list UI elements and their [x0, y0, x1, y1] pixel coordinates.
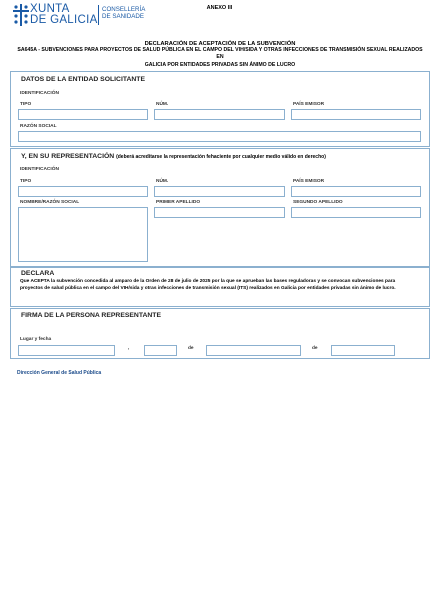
firma-de1-label: de	[188, 346, 194, 351]
firma-mes-field[interactable]	[206, 345, 301, 356]
representacion-title-text: Y, EN SU REPRESENTACIÓN	[21, 153, 115, 160]
subtitle-line2: GALICIA POR ENTIDADES PRIVADAS SIN ÁNIMO DE LUCRO	[144, 61, 296, 68]
firma-section-title: FIRMA DE LA PERSONA REPRESENTANTE	[21, 312, 161, 319]
document-title: DECLARACIÓN DE ACEPTACIÓN DE LA SUBVENCIÓN	[144, 41, 296, 47]
firma-de2-label: de	[312, 346, 318, 351]
rep-primer-apellido-field[interactable]	[154, 207, 285, 218]
rep-identificacion-label: IDENTIFICACIÓN	[20, 167, 59, 172]
logo-dept-line2: DE SANIDADE	[102, 13, 144, 20]
firma-lugar-fecha-label: Lugar y fecha	[20, 337, 52, 342]
declara-text-line1: Que ACEPTA la subvención concedida al amparo de la Orden de 28 de julio de 2025 por la que se aprueban las bases reguladoras y se convocan subvenciones para	[20, 279, 396, 284]
entidad-num-field[interactable]	[154, 109, 285, 120]
document-subtitle	[14, 47, 426, 69]
logo-line2: DE GALICIA	[30, 14, 98, 26]
rep-nombre-label: NOMBRE/RAZÓN SOCIAL	[20, 200, 80, 205]
entidad-pais-label: PAÍS EMISOR	[293, 102, 325, 107]
anexo-label: ANEXO III	[206, 5, 233, 11]
entidad-tipo-field[interactable]	[18, 109, 148, 120]
rep-primer-apellido-label: PRIMER APELLIDO	[156, 200, 201, 205]
firma-lugar-field[interactable]	[18, 345, 115, 356]
rep-pais-field[interactable]	[291, 186, 421, 197]
rep-pais-label: PAÍS EMISOR	[293, 179, 325, 184]
rep-tipo-label: TIPO	[20, 179, 32, 184]
rep-num-field[interactable]	[154, 186, 285, 197]
firma-dia-field[interactable]	[144, 345, 177, 356]
entidad-identificacion-label: IDENTIFICACIÓN	[20, 91, 59, 96]
entidad-section-title: DATOS DE LA ENTIDAD SOLICITANTE	[21, 76, 145, 83]
representacion-section-title	[21, 153, 326, 160]
declara-section-title: DECLARA	[21, 270, 55, 277]
rep-nombre-field[interactable]	[18, 207, 148, 262]
firma-comma: ,	[128, 346, 130, 351]
entidad-razon-label: RAZÓN SOCIAL	[20, 124, 57, 129]
rep-tipo-field[interactable]	[18, 186, 148, 197]
firma-anio-field[interactable]	[331, 345, 395, 356]
representacion-note: (deberá acreditarse la representación fehaciente por cualquier medio válido en derecho)	[116, 154, 326, 160]
subtitle-line1: SA645A - SUBVENCIONES PARA PROYECTOS DE SALUD PÚBLICA EN EL CAMPO DEL VIH/SIDA Y OTRAS INFECCIONES DE TRANSMISIÓN SEXUAL REALIZADOS EN	[17, 47, 423, 61]
declara-text-line2: proyectos de salud pública en el campo del VIH/sida y otras infecciones de transmisión sexual (ITS) realizados en Galicia por entidades privadas sin ánimo de lucro.	[20, 286, 396, 292]
entidad-pais-field[interactable]	[291, 109, 421, 120]
declara-text	[20, 278, 424, 293]
rep-segundo-apellido-field[interactable]	[291, 207, 421, 218]
footer-link[interactable]: Dirección General de Salud Pública	[17, 370, 102, 376]
rep-segundo-apellido-label: SEGUNDO APELLIDO	[293, 200, 343, 205]
entidad-razon-field[interactable]	[18, 131, 421, 142]
entidad-num-label: NÚM.	[156, 102, 169, 107]
entidad-tipo-label: TIPO	[20, 102, 32, 107]
logo-dept-line1: CONSELLERÍA	[102, 6, 146, 13]
logo-line1: XUNTA	[30, 3, 70, 15]
rep-num-label: NÚM.	[156, 179, 169, 184]
